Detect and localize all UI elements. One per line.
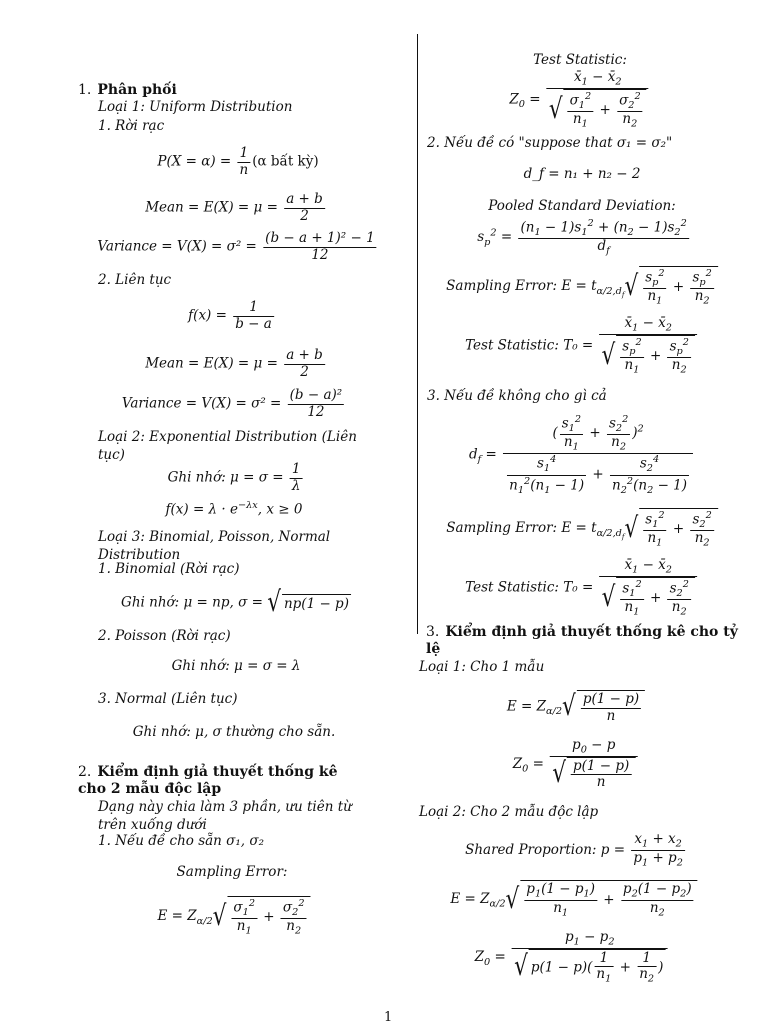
welch-sampling-error: Sampling Error: $E = t_{\alpha/2,d_f}√$ $\frac{s_1^2}{n_1}$ + $\frac{s_2^2}{n_2}$	[446, 508, 718, 549]
pooled-sd-label: Pooled Standard Deviation:	[488, 198, 676, 214]
two-sample-label: Loại 2: Cho 2 mẫu độc lập	[419, 804, 599, 820]
uniform-discrete-mean: Mean = E(X) = μ = $\frac{a + b}{2}$	[145, 191, 323, 224]
poisson-label: 2. Poisson (Rời rạc)	[98, 628, 231, 644]
page-number: 1	[384, 1010, 393, 1025]
pooled-test-statistic: Test Statistic: T₀ = $x̄_1$ − $x̄_2$ √ $\frac{s_p^2}{n_1}$ + $\frac{s_p^2}{n_2}$	[465, 316, 699, 376]
proportion-sampling-error: $E = Z_{\alpha/2}√$ $\frac{p(1 - p)}{n}$	[507, 690, 645, 724]
test-statistic-label: Test Statistic:	[533, 52, 627, 68]
sampling-error-label: Sampling Error:	[176, 864, 288, 880]
uniform-continuous-mean: Mean = E(X) = μ = $\frac{a + b}{2}$	[145, 347, 323, 380]
two-proportion-sampling-error: $E = Z_{\alpha/2}√$ $\frac{p_1(1 - p_1)}{n_1}$ + $\frac{p_2(1 - p_2)}{n_2}$	[450, 880, 697, 919]
uniform-continuous-pdf: f(x) = $\frac{1}{b - a}$	[188, 299, 272, 332]
poisson-mean-sd: Ghi nhớ: μ = σ = λ	[171, 658, 301, 674]
pooled-variance-formula: $s_p^2$ = $\frac{(n_1 - 1)s_1^2 + (n_2 - 1)s_2^2}{d_f}$	[477, 218, 687, 258]
section-title: Phân phối	[97, 82, 177, 98]
two-proportion-test-statistic: $Z_0$ = $p_1 - p_2$ √ p(1 − p)( $\frac{1}{n_1}$ + $\frac{1}{n_2}$ )	[475, 930, 670, 985]
section-3-heading: 3. Kiểm định giả thuyết thống kê cho tỷ lệ	[426, 624, 738, 657]
normal-label: 3. Normal (Liên tục)	[98, 691, 238, 707]
exponential-pdf: $f(x) = \lambda \cdot e^{-\lambda x}$, x ≥ 0	[165, 500, 303, 518]
uniform-type-label: Loại 1: Uniform Distribution	[98, 99, 293, 115]
section-number: 1.	[78, 82, 92, 98]
welch-test-statistic: Test Statistic: T₀ = $x̄_1$ − $x̄_2$ √ $\frac{s_1^2}{n_1}$ + $\frac{s_2^2}{n_2}$	[465, 558, 699, 618]
discrete-label: 1. Rời rạc	[98, 118, 165, 134]
pooled-sampling-error: Sampling Error: $E = t_{\alpha/2,d_f}√$ $\frac{s_p^2}{n_1}$ + $\frac{s_p^2}{n_2}$	[446, 266, 718, 307]
welch-degrees-of-freedom: $d_f$ = ( $\frac{s_1^2}{n_1}$ + $\frac{s_2^2}{n_2}$ )$^2$ $\frac{s_1^4}{n_1^2(n_1 - 1)}$ + $\frac{s_2^4}{n_2^2(n_2 - 1)}$	[469, 414, 695, 496]
proportion-test-statistic: $Z_0$ = $p_0 - p$ √ $\frac{p(1 - p)}{n}$	[513, 738, 640, 791]
test-statistic-z-formula: $Z_0$ = $x̄_1$ − $x̄_2$ √ $\frac{\sigma_1^2}{n_1}$ + $\frac{\sigma_2^2}{n_2}$	[509, 70, 650, 130]
continuous-label: 2. Liên tục	[98, 272, 172, 288]
sampling-error-z-formula: $E = Z_{\alpha/2}√$ $\frac{\sigma_1^2}{n_1}$ + $\frac{\sigma_2^2}{n_2}$	[157, 896, 310, 937]
column-divider	[417, 34, 418, 634]
case-3-label: 3. Nếu đề không cho gì cả	[427, 388, 607, 404]
case-1-label: 1. Nếu đề cho sẵn σ₁, σ₂	[98, 833, 264, 849]
one-sample-label: Loại 1: Cho 1 mẫu	[419, 659, 545, 675]
uniform-discrete-variance: Variance = V(X) = σ² = $\frac{\text{(b − a + 1)² − 1}}{12}$	[97, 230, 375, 263]
binomial-label: 1. Binomial (Rời rạc)	[98, 561, 240, 577]
section-1-heading	[78, 82, 398, 99]
section-2-heading: 2. Kiểm định giả thuyết thống kê cho 2 mẫu độc lập	[78, 764, 338, 797]
uniform-discrete-pmf: P(X = α) = $\frac{1}{n}$ (α bất kỳ)	[157, 145, 319, 178]
normal-note: Ghi nhớ: μ, σ thường cho sẵn.	[132, 724, 336, 740]
case-2-label: 2. Nếu đề có "suppose that σ₁ = σ₂"	[427, 135, 673, 151]
distribution-type-3-label: Loại 3: Binomial, Poisson, Normal Distribution	[98, 529, 331, 563]
uniform-continuous-variance: Variance = V(X) = σ² = $\frac{\text{(b − a)²}}{12}$	[121, 387, 343, 420]
binomial-mean-sd: Ghi nhớ: μ = np, σ = √ np(1 − p)	[121, 586, 349, 619]
degrees-of-freedom-pooled: d_f = n₁ + n₂ − 2	[523, 166, 641, 182]
exponential-type-label: Loại 2: Exponential Distribution (Liên tục)	[98, 429, 357, 463]
exponential-mean-sd: Ghi nhớ: μ = σ = $\frac{1}{\lambda}$	[167, 461, 301, 494]
shared-proportion-formula: Shared Proportion: p = $\frac{x_1 + x_2}{p_1 + p_2}$	[465, 831, 683, 869]
section-2-description: Dạng này chia làm 3 phần, ưu tiên từ trên xuống dưới	[98, 799, 352, 833]
